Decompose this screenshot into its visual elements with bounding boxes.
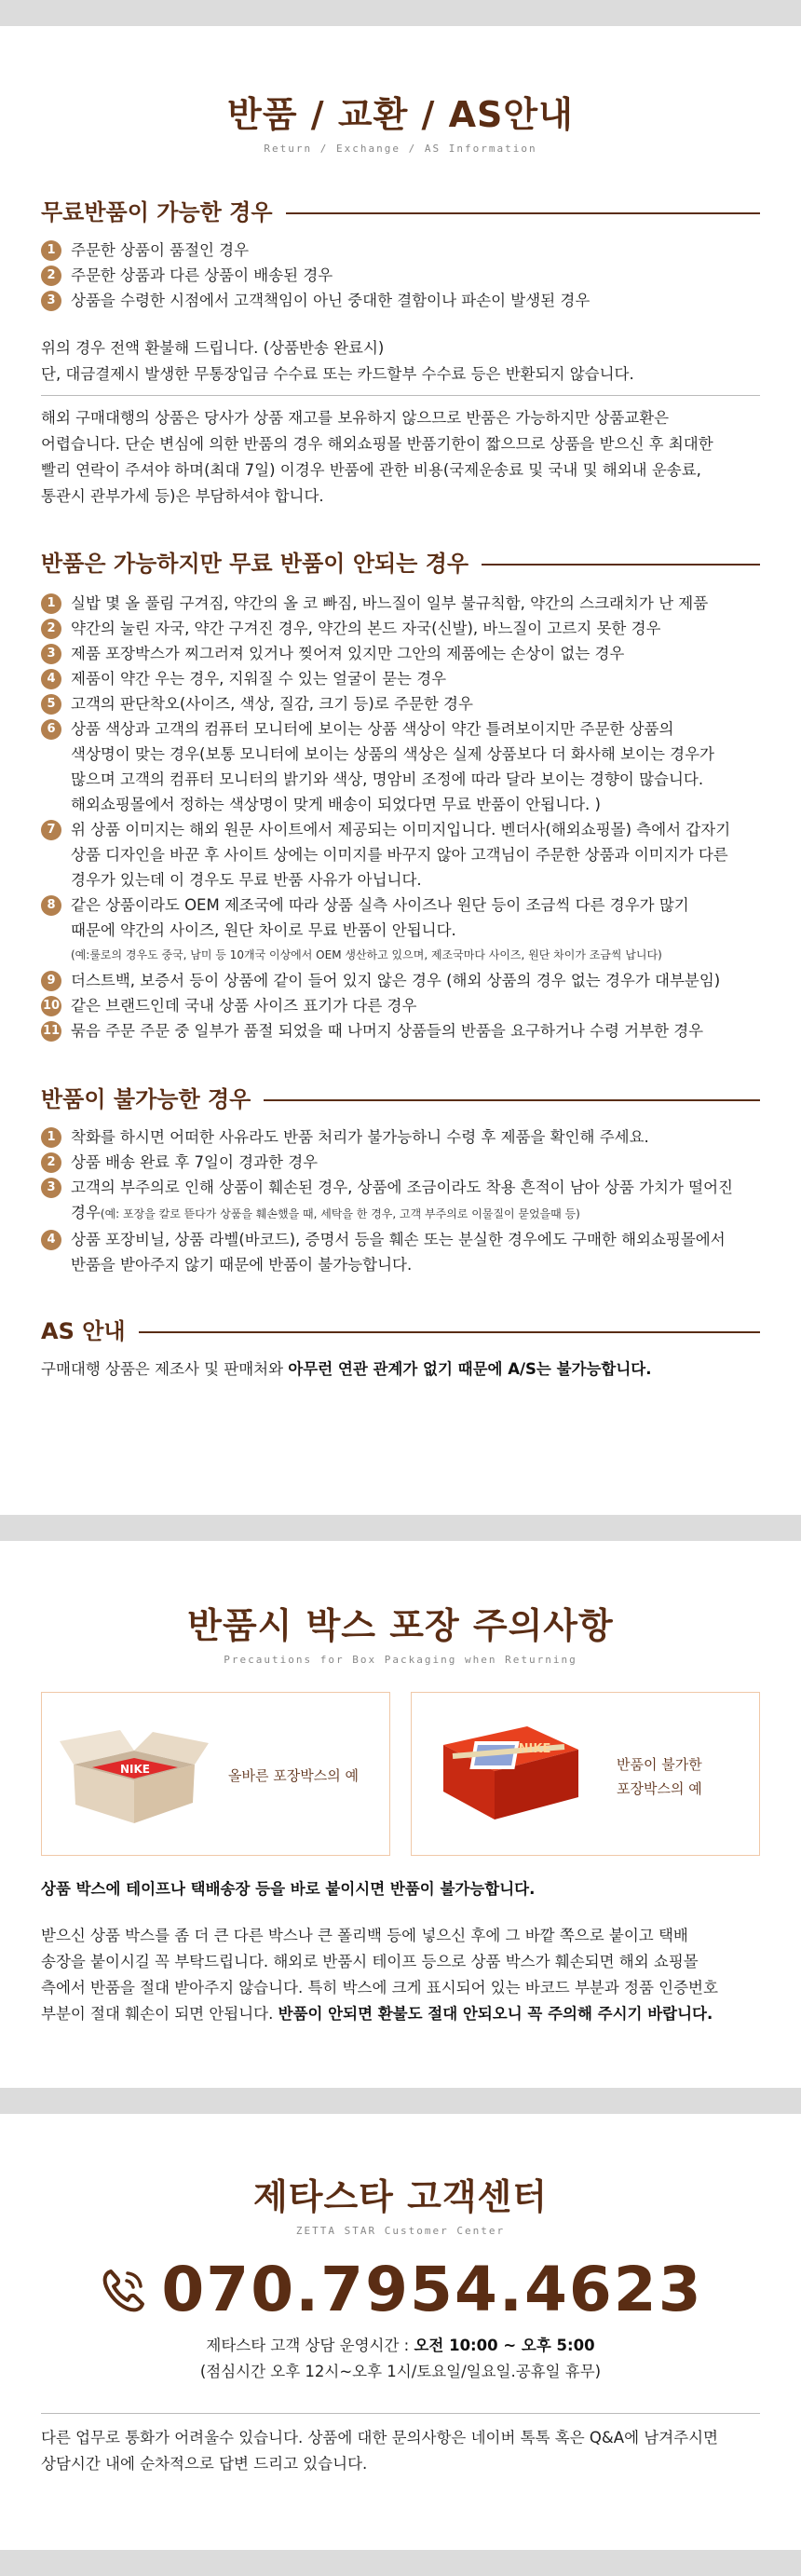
- number-badge: 11: [41, 1021, 61, 1042]
- list-item-text: [71, 968, 720, 993]
- number-badge: 5: [41, 694, 61, 715]
- cs-title-block: [0, 2168, 801, 2237]
- list-item-text: [71, 893, 689, 968]
- number-badge: 3: [41, 644, 61, 664]
- refund-note: [41, 335, 760, 388]
- cs-title: 제타스타 고객센터: [253, 2176, 548, 2217]
- phone-block: [0, 2254, 801, 2325]
- list-item-line: 제품이 약간 우는 경우, 지워질 수 있는 얼굴이 묻는 경우: [71, 670, 447, 688]
- phone-number[interactable]: 070.7954.4623: [161, 2254, 703, 2325]
- section-band: [0, 2088, 801, 2114]
- paragraph-line: 빨리 연락이 주셔야 하며(최대 7일) 이경우 반품에 관한 비용(국제운송료 및 국내 및 해외내 운송료,: [41, 461, 701, 479]
- paragraph-line: 송장을 붙이시길 꼭 부탁드립니다. 해외로 반품시 테이프 등으로 상품 박스가 훼손되면 해외 쇼핑몰: [41, 1953, 699, 1970]
- packaging-title-block: [0, 1597, 801, 1666]
- cs-hours-label: 제타스타 고객 상담 운영시간 :: [206, 2337, 414, 2354]
- list-item-text: [71, 993, 416, 1018]
- paid-return-heading-text: 반품은 가능하지만 무료 반품이 안되는 경우: [41, 551, 469, 577]
- refund-line-1: 위의 경우 전액 환불해 드립니다. (상품반송 완료시): [41, 339, 385, 357]
- list-item-line: 색상명이 맞는 경우(보통 모니터에 보이는 상품의 색상은 실제 상품보다 더 화사해 보이는 경우가: [71, 745, 714, 763]
- list-item: [41, 263, 760, 288]
- packaging-text: [41, 1876, 767, 2027]
- heading-rule: [482, 564, 760, 566]
- heading-rule: [286, 212, 760, 214]
- number-badge: 2: [41, 266, 61, 286]
- list-item: [41, 1150, 760, 1175]
- packaging-warning: 상품 박스에 테이프나 택배송장 등을 바로 붙이시면 반품이 불가능합니다.: [41, 1880, 536, 1898]
- bad-box-label-2: 포장박스의 예: [617, 1780, 702, 1797]
- free-return-heading-text: 무료반품이 가능한 경우: [41, 199, 273, 225]
- as-text-bold: 아무런 연관 관계가 없기 때문에 A/S는 불가능합니다.: [288, 1360, 652, 1378]
- packaging-paragraph-last: [41, 2001, 767, 2027]
- paragraph-line: 측에서 반품을 절대 받아주지 않습니다. 특히 박스에 크게 표시되어 있는 바코드 부분과 정품 인증번호: [41, 1979, 718, 1997]
- packaging-section: [0, 1541, 801, 2023]
- as-heading-text: AS 안내: [41, 1318, 126, 1344]
- list-item-line: 상품을 수령한 시점에서 고객책임이 아닌 중대한 결함이나 파손이 발생된 경우: [71, 292, 591, 309]
- list-item-note: (예: 포장을 칼로 뜯다가 상품을 훼손했을 때, 세탁을 한 경우, 고객 부주의로 이물질이 묻었을때 등): [100, 1207, 580, 1220]
- number-badge: 3: [41, 291, 61, 311]
- good-box-label: 올바른 포장박스의 예: [228, 1767, 359, 1784]
- list-item-line: 상품 포장비닐, 상품 라벨(바코드), 증명서 등을 훼손 또는 분실한 경우에도 구매한 해외쇼핑몰에서: [71, 1231, 726, 1248]
- list-item-text: [71, 817, 730, 893]
- packaging-last-bold: 반품이 안되면 환불도 절대 안되오니 꼭 주의해 주시기 바랍니다.: [278, 2005, 713, 2023]
- free-return-heading: [41, 194, 760, 226]
- packaging-title: 반품시 박스 포장 주의사항: [187, 1605, 614, 1646]
- list-item: [41, 238, 760, 263]
- list-item-text: [71, 1124, 649, 1150]
- list-item-line: 고객의 부주의로 인해 상품이 훼손된 경우, 상품에 조금이라도 착용 흔적이 남아 상품 가치가 떨어진: [71, 1179, 733, 1196]
- number-badge: 4: [41, 669, 61, 689]
- taped-box-icon: [425, 1708, 592, 1838]
- number-badge: 1: [41, 593, 61, 614]
- list-item: [41, 641, 760, 666]
- number-badge: 4: [41, 1230, 61, 1250]
- number-badge: 1: [41, 240, 61, 261]
- cs-hours-line: [0, 2333, 801, 2359]
- list-item-text: [71, 263, 333, 288]
- number-badge: 1: [41, 1127, 61, 1148]
- returns-title-block: [41, 86, 760, 155]
- section-band: [0, 1515, 801, 1541]
- paragraph-line: 다른 업무로 통화가 어려울수 있습니다. 상품에 대한 문의사항은 네이버 톡톡 혹은 Q&A에 남겨주시면: [41, 2429, 718, 2447]
- list-item: [41, 716, 760, 817]
- list-item-text: [71, 716, 714, 817]
- divider: [41, 395, 760, 396]
- list-item: [41, 616, 760, 641]
- customer-center-section: [0, 2114, 801, 2477]
- list-item-text: [71, 1227, 726, 1277]
- cs-hours: [0, 2333, 801, 2385]
- list-item-line: 약간의 눌린 자국, 약간 구겨진 경우, 약간의 본드 자국(신발), 바느질이 고르지 못한 경우: [71, 620, 661, 637]
- cs-hours-time: 오전 10:00 ~ 오후 5:00: [414, 2337, 595, 2354]
- cs-hours-sub: (점심시간 오후 12시~오후 1시/토요일/일요일.공휴일 휴무): [199, 2363, 602, 2380]
- list-item: [41, 893, 760, 968]
- list-item: [41, 1018, 760, 1043]
- list-item-line: 때문에 약간의 사이즈, 원단 차이로 무료 반품이 안됩니다.: [71, 921, 456, 939]
- number-badge: 8: [41, 895, 61, 916]
- returns-section: [0, 86, 801, 1383]
- bottom-band: [0, 2550, 801, 2576]
- number-badge: 6: [41, 719, 61, 740]
- bad-box-label: [617, 1752, 702, 1801]
- paragraph-line: 받으신 상품 박스를 좀 더 큰 다른 박스나 큰 폴리백 등에 넣으신 후에 그 바깥 쪽으로 붙이고 택배: [41, 1927, 688, 1944]
- open-box-icon: [55, 1713, 213, 1834]
- number-badge: 2: [41, 619, 61, 639]
- cs-subtitle: ZETTA STAR Customer Center: [295, 2225, 506, 2237]
- list-item: [41, 666, 760, 691]
- list-item: [41, 288, 760, 313]
- number-badge: 9: [41, 971, 61, 991]
- divider: [41, 2413, 760, 2414]
- number-badge: 10: [41, 996, 61, 1016]
- cs-notice: [41, 2425, 760, 2477]
- list-item-line: 경우가 있는데 이 경우도 무료 반품 사유가 아닙니다.: [71, 871, 422, 889]
- list-item-line: 실밥 몇 올 풀림 구겨짐, 약간의 올 코 빠짐, 바느질이 일부 불규칙함, 약간의 스크래치가 난 제품: [71, 594, 709, 612]
- heading-rule: [264, 1099, 760, 1101]
- list-item-line: 상품 색상과 고객의 컴퓨터 모니터에 보이는 상품 색상이 약간 틀려보이지만 주문한 상품의: [71, 720, 674, 738]
- free-return-list: [41, 238, 760, 313]
- list-item-line: 착화를 하시면 어떠한 사유라도 반품 처리가 불가능하니 수령 후 제품을 확인해 주세요.: [71, 1128, 649, 1146]
- paid-return-heading: [41, 545, 760, 578]
- impossible-return-list: [41, 1124, 760, 1277]
- packaging-last-a: 부분이 절대 훼손이 되면 안됩니다.: [41, 2005, 278, 2023]
- overseas-notice: [41, 405, 760, 510]
- list-item-text: [71, 666, 446, 691]
- list-item-line: 반품을 받아주지 않기 때문에 반품이 불가능합니다.: [71, 1256, 413, 1274]
- list-item-text: [71, 1175, 733, 1227]
- heading-rule: [139, 1331, 760, 1333]
- paragraph-line: 해외 구매대행의 상품은 당사가 상품 재고를 보유하지 않으므로 반품은 가능하지만 상품교환은: [41, 409, 670, 427]
- list-item-line: 더스트백, 보증서 등이 상품에 같이 들어 있지 않은 경우 (해외 상품의 경우 없는 경우가 대부분임): [71, 972, 721, 989]
- list-item-line: 묶음 주문 주문 중 일부가 품절 되었을 때 나머지 상품들의 반품을 요구하거나 수령 거부한 경우: [71, 1022, 704, 1040]
- top-band: [0, 0, 801, 26]
- list-item-line: 상품 배송 완료 후 7일이 경과한 경우: [71, 1153, 319, 1171]
- impossible-return-heading-text: 반품이 불가능한 경우: [41, 1086, 251, 1112]
- number-badge: 2: [41, 1152, 61, 1173]
- packaging-subtitle: Precautions for Box Packaging when Returning: [224, 1654, 577, 1666]
- list-item-line: 위 상품 이미지는 해외 원문 사이트에서 제공되는 이미지입니다. 벤더사(해외쇼핑몰) 측에서 갑자기: [71, 821, 731, 838]
- phone-icon: [98, 2264, 150, 2316]
- list-item-line: 주문한 상품이 품절인 경우: [71, 241, 250, 259]
- list-item: [41, 817, 760, 893]
- svg-text:NIKE: NIKE: [119, 1763, 151, 1776]
- list-item: [41, 1175, 760, 1227]
- packaging-paragraph: [41, 1923, 767, 2001]
- bad-box-label-1: 반품이 불가한: [617, 1756, 702, 1773]
- good-box-card: [41, 1692, 390, 1856]
- list-item: [41, 1227, 760, 1277]
- number-badge: 3: [41, 1178, 61, 1198]
- list-item: [41, 591, 760, 616]
- as-heading: [41, 1313, 760, 1345]
- list-item-text: [71, 591, 708, 616]
- list-item-line: 경우: [71, 1204, 101, 1221]
- list-item-line: 상품 디자인을 바꾼 후 사이트 상에는 이미지를 바꾸지 않아 고객님이 주문한 상품과 이미지가 다른: [71, 846, 728, 864]
- paragraph-line: 어렵습니다. 단순 변심에 의한 반품의 경우 해외쇼핑몰 반품기한이 짧으므로 상품을 받으신 후 최대한: [41, 435, 713, 453]
- paragraph-line: 통관시 관부가세 등)은 부담하셔야 합니다.: [41, 487, 324, 505]
- bad-box-card: [411, 1692, 760, 1856]
- as-text: [41, 1356, 760, 1383]
- list-item-line: 주문한 상품과 다른 상품이 배송된 경우: [71, 266, 333, 284]
- refund-line-2: 단, 대금결제시 발생한 무통장입금 수수료 또는 카드할부 수수료 등은 반환되지 않습니다.: [41, 365, 634, 383]
- list-item: [41, 993, 760, 1018]
- list-item-line: 많으며 고객의 컴퓨터 모니터의 밝기와 색상, 명암비 조정에 따라 달라 보이는 경향이 많습니다.: [71, 770, 704, 788]
- paid-return-list: [41, 591, 760, 1043]
- list-item: [41, 691, 760, 716]
- number-badge: 7: [41, 820, 61, 840]
- returns-subtitle: Return / Exchange / AS Information: [264, 143, 537, 155]
- list-item-line: 같은 상품이라도 OEM 제조국에 따라 상품 실측 사이즈나 원단 등이 조금씩 다른 경우가 많기: [71, 896, 689, 914]
- list-item-note: (예:룰로의 경우도 중국, 남미 등 10개국 이상에서 OEM 생산하고 있으며, 제조국마다 사이즈, 원단 차이가 조금씩 납니다): [71, 948, 662, 961]
- as-text-a: 구매대행 상품은 제조사 및 판매처와: [41, 1360, 289, 1378]
- list-item-text: [71, 691, 473, 716]
- list-item: [41, 968, 760, 993]
- list-item-text: [71, 238, 249, 263]
- list-item-line: 제품 포장박스가 찌그러져 있거나 찢어져 있지만 그안의 제품에는 손상이 없는 경우: [71, 645, 625, 662]
- list-item-line: 해외쇼핑몰에서 정하는 색상명이 맞게 배송이 되었다면 무료 반품이 안됩니다. ): [71, 796, 601, 813]
- paragraph-line: 상담시간 내에 순차적으로 답변 드리고 있습니다.: [41, 2455, 368, 2473]
- list-item-text: [71, 616, 660, 641]
- list-item: [41, 1124, 760, 1150]
- svg-text:NIKE: NIKE: [518, 1742, 551, 1756]
- list-item-line: 고객의 판단착오(사이즈, 색상, 질감, 크기 등)로 주문한 경우: [71, 695, 473, 713]
- list-item-text: [71, 641, 624, 666]
- list-item-line: 같은 브랜드인데 국내 상품 사이즈 표기가 다른 경우: [71, 997, 417, 1015]
- list-item-text: [71, 1150, 318, 1175]
- list-item-text: [71, 288, 590, 313]
- returns-title: 반품 / 교환 / AS안내: [227, 94, 574, 135]
- impossible-return-heading: [41, 1081, 760, 1113]
- list-item-text: [71, 1018, 703, 1043]
